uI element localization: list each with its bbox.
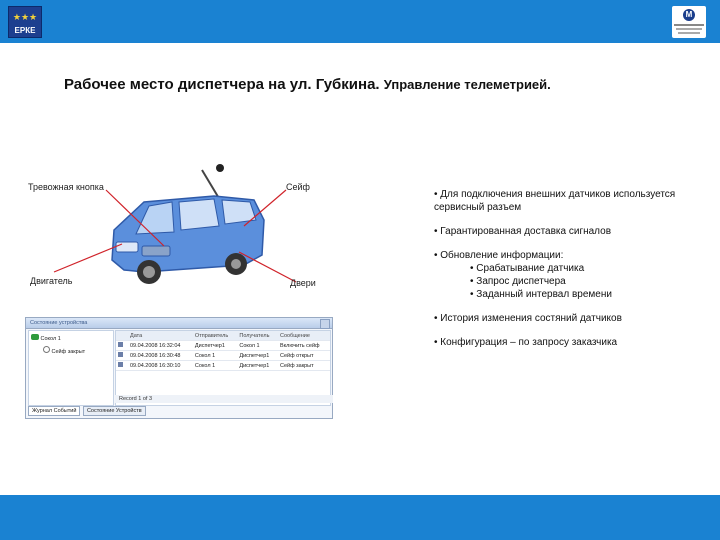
panel-collapse-button[interactable] xyxy=(320,319,330,329)
device-status-icon xyxy=(31,334,39,340)
pointer-doors xyxy=(239,252,296,282)
message-icon xyxy=(118,342,123,347)
label-engine: Двигатель xyxy=(30,276,73,286)
motorola-logo xyxy=(672,6,706,38)
label-doors: Двери xyxy=(290,278,316,288)
bullet-config: • Конфигурация – по запросу заказчика xyxy=(434,337,618,348)
tab-device-state[interactable]: Состояние Устройств xyxy=(83,406,146,416)
label-safe: Сейф xyxy=(286,182,310,192)
grille xyxy=(142,246,170,256)
table-header-row xyxy=(116,331,330,341)
bottom-banner xyxy=(0,495,720,540)
bullet-delivery: • Гарантированная доставка сигналов xyxy=(434,226,612,237)
tree-root-label: Сокол 1 xyxy=(40,336,61,342)
side-window xyxy=(179,199,219,230)
title-main: Рабочее место диспетчера на ул. Губкина. xyxy=(64,76,380,93)
antenna-icon xyxy=(202,170,220,200)
column-sender[interactable]: Отправитель xyxy=(193,331,237,341)
app-screenshot xyxy=(25,317,333,419)
column-message[interactable]: Сообщение xyxy=(278,331,330,341)
logo-stars-icon: ★★★ xyxy=(12,12,38,22)
title-sub: Управление телеметрией. xyxy=(383,77,551,92)
tab-event-log[interactable]: Журнал Событий xyxy=(28,406,80,416)
tree-child[interactable] xyxy=(29,345,113,356)
tree-root[interactable] xyxy=(29,331,113,345)
info-icon xyxy=(43,346,50,353)
tab-bar xyxy=(28,406,147,416)
panel-header: Состояние устройства xyxy=(26,318,332,329)
label-alarm-button: Тревожная кнопка xyxy=(28,182,104,192)
table-row[interactable]: 09.04.2008 16:30:10 Сокол 1 Диспетчер1 Сейф закрыт xyxy=(116,361,330,371)
sub-bullet-request: • Запрос диспетчера xyxy=(470,276,566,287)
bullet-history: • История изменения состяний датчиков xyxy=(434,313,622,324)
headlight xyxy=(116,242,138,252)
sub-bullet-interval: • Заданный интервал времени xyxy=(470,289,612,300)
message-icon xyxy=(118,362,123,367)
table-row[interactable]: 09.04.2008 16:32:04 Диспетчер1 Сокол 1 Включить сейф xyxy=(116,341,330,351)
car-diagram xyxy=(24,160,320,310)
column-receiver[interactable]: Получатель xyxy=(237,331,278,341)
pager[interactable]: Record 1 of 3 xyxy=(115,395,333,403)
device-tree xyxy=(28,330,114,406)
top-banner xyxy=(0,0,720,43)
feature-list xyxy=(434,188,694,360)
page-title xyxy=(64,76,551,93)
antenna-tip xyxy=(216,164,224,172)
tree-child-label: Сейф закрыт xyxy=(51,349,86,355)
sub-bullet-trigger: • Срабатывание датчика xyxy=(470,263,585,274)
column-date[interactable]: Дата xyxy=(128,331,193,341)
message-icon xyxy=(118,352,123,357)
table-row[interactable]: 09.04.2008 16:30:48 Сокол 1 Диспетчер1 Сейф открыт xyxy=(116,351,330,361)
ekke-logo xyxy=(8,6,42,38)
bullet-update xyxy=(434,249,694,301)
bullet-connector: • Для подключения внешних датчиков используется сервисный разъем xyxy=(434,189,676,213)
motorola-icon: M xyxy=(683,9,695,21)
logo-left-text: ЕРКЕ xyxy=(14,26,36,35)
bullet-update-title: • Обновление информации: xyxy=(434,250,564,261)
